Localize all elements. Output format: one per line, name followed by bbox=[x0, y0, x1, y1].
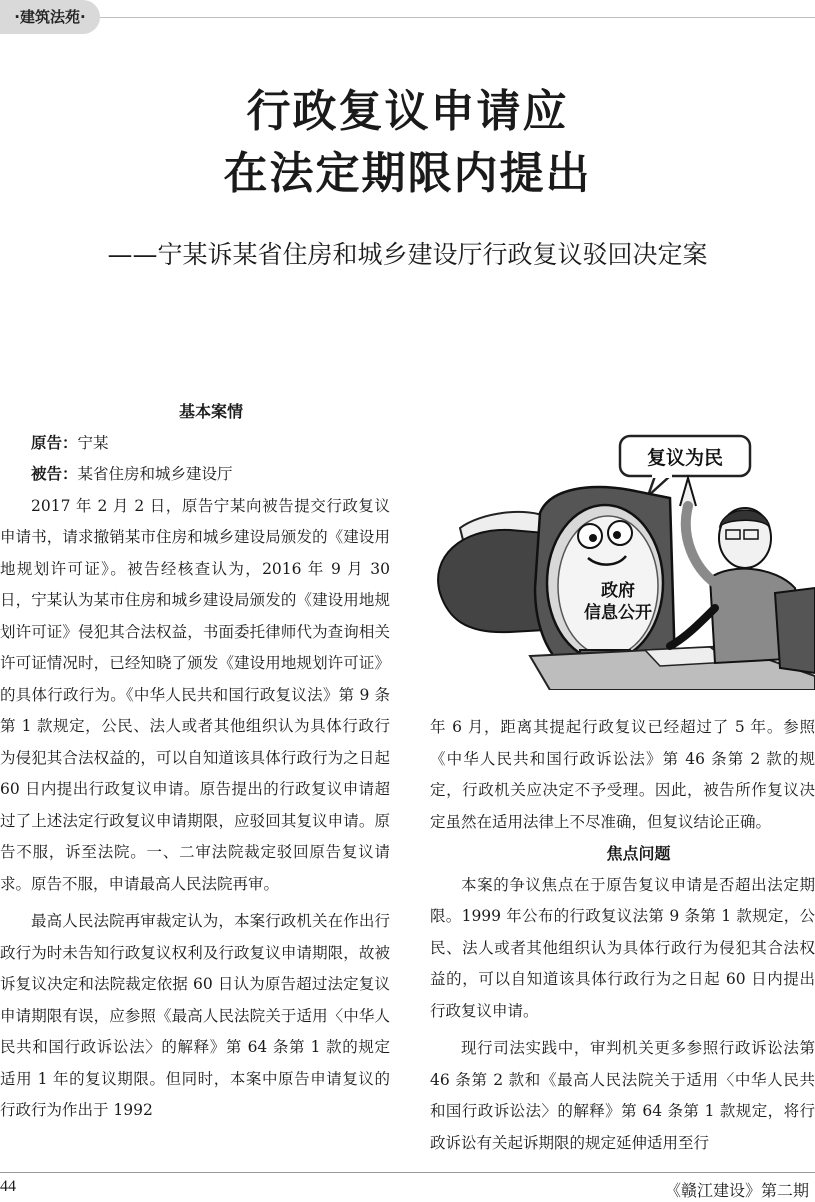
title-line-2: 在法定期限内提出 bbox=[223, 148, 592, 199]
screen-text-1: 政府 bbox=[601, 581, 635, 601]
right-column bbox=[430, 712, 815, 1159]
article-title bbox=[0, 84, 815, 202]
body-paragraph-continued: 年 6 月，距离其提起行政复议已经超过了 5 年。参照《中华人民共和国行政诉讼法》第 46 条第 2 款的规定，行政机关应决定不予受理。因此，被告所作复议决定虽然在适用法律上不尽准确，但复议结论正确。 bbox=[430, 718, 815, 831]
section-heading-basic-facts: 基本案情 bbox=[178, 402, 243, 421]
left-column bbox=[0, 396, 390, 1127]
body-paragraph: 现行司法实践中，审判机关更多参照行政诉讼法第 46 条第 2 款和《最高人民法院关于适用〈中华人民共和国行政诉讼法〉的解释》第 64 条第 1 款规定，将行政诉讼有关起诉期限的规定延伸适用至行 bbox=[430, 1039, 815, 1152]
chair bbox=[775, 588, 815, 673]
section-heading-focus-issue: 焦点问题 bbox=[606, 844, 671, 863]
section-badge: ·建筑法苑· bbox=[0, 0, 100, 34]
defendant-value: 某省住房和城乡建设厅 bbox=[77, 465, 233, 483]
page-number: 44 bbox=[0, 1178, 16, 1195]
body-paragraph: 2017 年 2 月 2 日，原告宁某向被告提交行政复议申请书，请求撤销某市住房和城乡建设局颁发的《建设用地规划许可证》。被告经核查认为，2016 年 9 月 30 日，宁某认为某市住房和城乡建设局颁发的《建设用地规划许可证》侵犯其合法权益，书面委托律师代为查询相关许可证情况时，已经知晓了颁发《建设用地规划许可证》的具体行政行为。《中华人民共和国行政复议法》第 9 条第 1 款规定，公民、法人或者其他组织认为具体行政行为侵犯其合法权益的，可以自知道该具体行政行为之日起 60 日内提出行政复议申请。原告提出的行政复议申请超过了上述法定行政复议申请期限，应驳回其复议申请。原告不服，诉至法院。一、二审法院裁定驳回原告复议请求。原告不服，申请最高人民法院再审。 bbox=[0, 496, 390, 893]
screen-text-2: 信息公开 bbox=[584, 603, 652, 623]
plaintiff-value: 宁某 bbox=[77, 433, 109, 452]
speech-bubble-text: 复议为民 bbox=[646, 447, 724, 469]
article-subtitle: ——宁某诉某省住房和城乡建设厅行政复议驳回决定案 bbox=[107, 240, 708, 269]
defendant-label: 被告： bbox=[31, 465, 78, 483]
cartoon-illustration bbox=[430, 418, 815, 690]
plaintiff-line bbox=[0, 428, 390, 460]
footer-divider bbox=[0, 1172, 815, 1173]
body-paragraph: 最高人民法院再审裁定认为，本案行政机关在作出行政行为时未告知行政复议权利及行政复议申请期限，故被诉复议决定和法院裁定依据 60 日认为原告超过法定复议申请期限有误，应参照《最高人民法院关于适用〈中华人民共和国行政诉讼法〉的解释》第 64 条第 1 款的规定适用 1 年的复议期限。但同时，本案中原告申请复议的行政行为作出于 1992 bbox=[0, 912, 390, 1119]
body-paragraph: 本案的争议焦点在于原告复议申请是否超出法定期限。1999 年公布的行政复议法第 9 条第 1 款规定，公民、法人或者其他组织认为具体行政行为侵犯其合法权益的，可以自知道该具体行政行为之日起 60 日内提出行政复议申请。 bbox=[430, 875, 815, 1020]
defendant-line bbox=[0, 459, 390, 491]
publication-name: 《赣江建设》第二期 bbox=[664, 1181, 809, 1200]
header-divider bbox=[100, 17, 815, 18]
plaintiff-label: 原告： bbox=[31, 433, 78, 452]
title-line-1: 行政复议申请应 bbox=[246, 86, 569, 137]
monitor bbox=[535, 487, 675, 673]
